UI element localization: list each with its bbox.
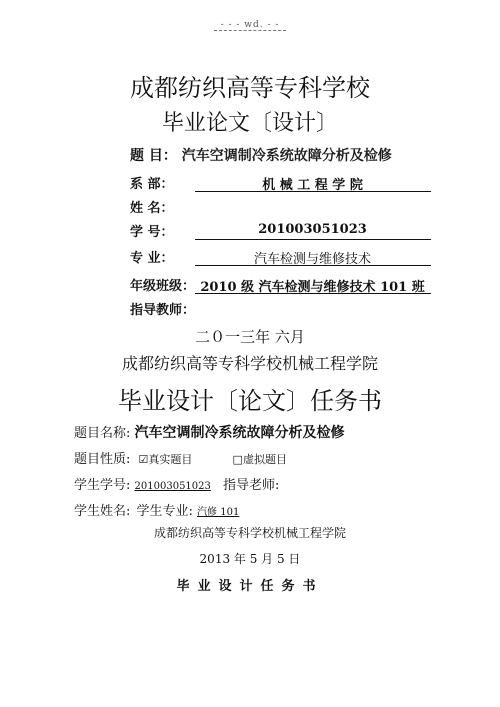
task-book-title: 毕业设计任务书 [176,579,324,594]
task-major-label: 学生专业: [136,504,193,519]
task-student-id-row [74,474,279,493]
cover-topic-value: 汽车空调制冷系统故障分析及检修 [181,148,392,164]
task-topic-value: 汽车空调制冷系统故障分析及检修 [134,425,345,441]
cover-topic-label: 题 目： [130,148,177,164]
task-topic-row [74,422,345,442]
task-advisor-label: 指导老师: [223,478,280,493]
task-nature-label: 题目性质: [74,452,131,467]
cover-topic-row [130,145,392,165]
task-college-footer: 成都纺织高等专科学校机械工程学院 [153,526,346,540]
field-label: 姓 名： [130,201,174,216]
field-label: 学 号： [130,225,174,240]
field-student-id [130,221,431,240]
field-department [130,173,431,192]
virtual-topic-checkbox[interactable]: □虚拟题目 [232,453,287,466]
school-title: 成都纺织高等专科学校 [130,74,370,102]
field-value: 2010 级 汽车检测与维修技术 101 班 [195,276,431,294]
field-label: 年级班级： [130,279,196,294]
task-sname-label: 学生姓名: [74,504,131,519]
field-label: 指导教师： [130,303,196,318]
field-class [130,275,431,294]
task-major-value: 汽修 101 [197,507,240,518]
field-label: 系 部： [130,177,174,192]
task-sid-label: 学生学号: [74,478,131,493]
task-heading: 毕业设计〔论文〕任务书 [118,387,382,415]
task-topic-label: 题目名称: [74,426,131,441]
thesis-heading: 毕业论文〔设计〕 [161,111,338,136]
cover-date: 二０一三年 六月 [195,328,305,346]
field-value: 机 械 工 程 学 院 [195,174,431,192]
header-watermark: - - - wd. - - [214,20,286,31]
field-value: 汽车检测与维修技术 [195,248,431,266]
task-nature-row [74,448,287,467]
field-label: 专 业： [130,251,174,266]
task-college: 成都纺织高等专科学校机械工程学院 [121,354,378,373]
task-sid-value: 201003051023 [134,481,211,492]
real-topic-checkbox[interactable]: ☑真实题目 [138,453,193,466]
field-name [130,197,190,216]
field-advisor [130,299,196,318]
task-student-name-row [74,500,239,519]
field-value: 201003051023 [195,222,431,240]
task-date: 2013 年 5 月 5 日 [199,552,301,566]
field-major [130,247,431,266]
